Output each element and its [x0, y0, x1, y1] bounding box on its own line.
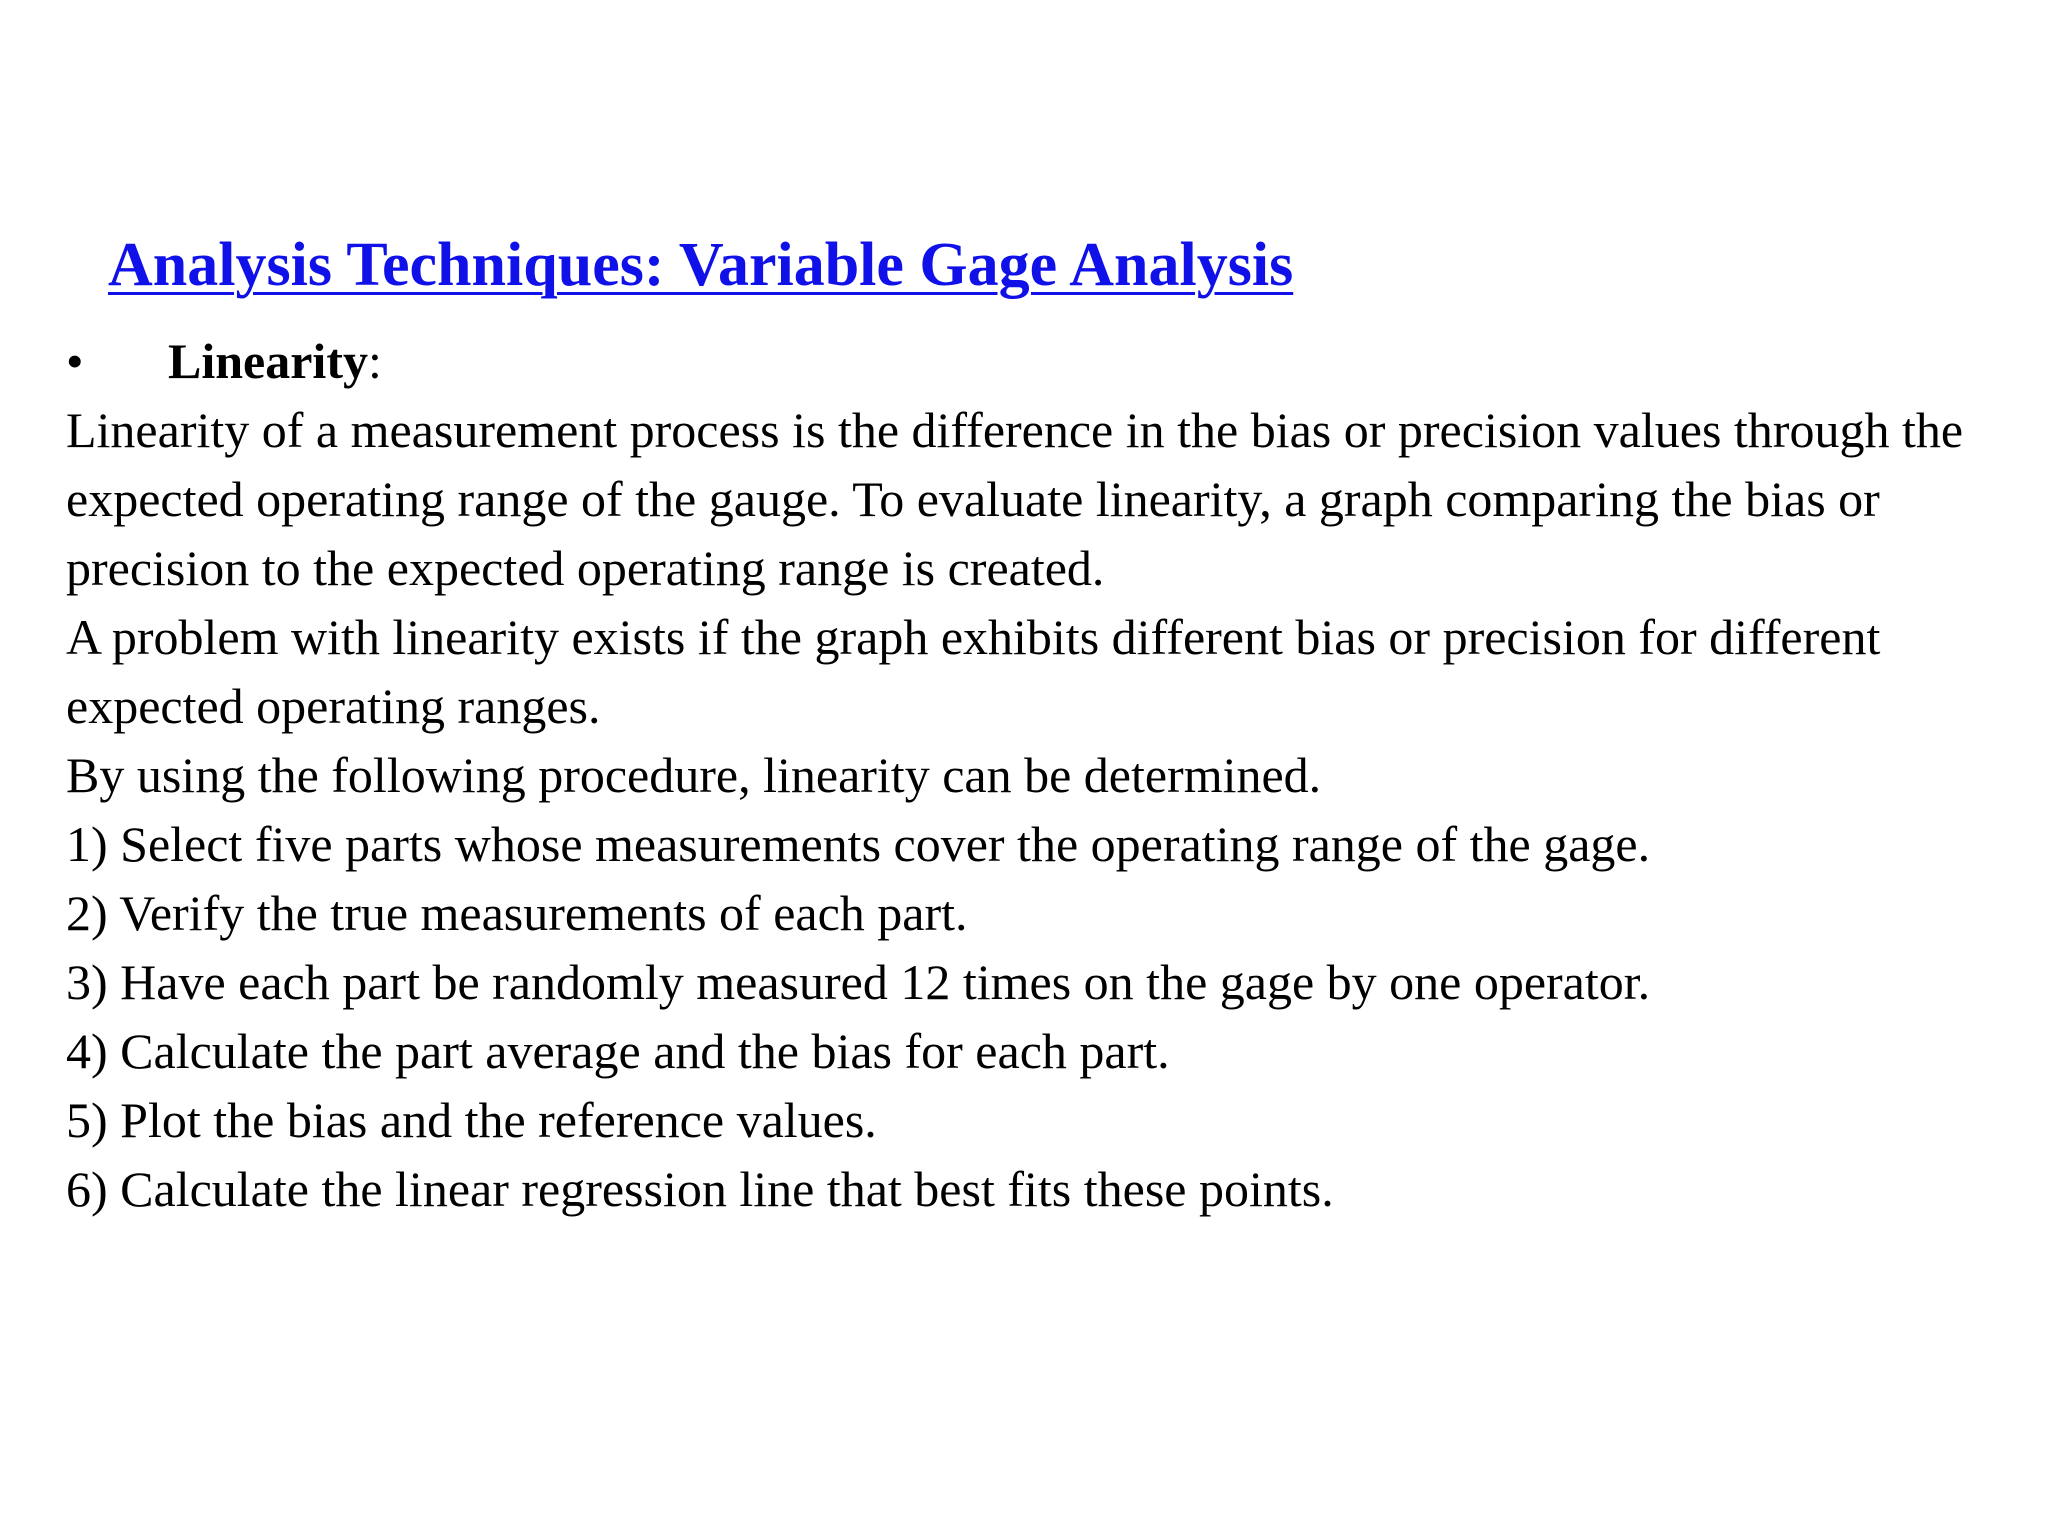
bullet-dot-icon: •: [66, 333, 84, 389]
slide-body: [66, 396, 2026, 1224]
step-number: 6): [66, 1161, 108, 1217]
procedure-step: [66, 810, 2026, 879]
step-text: Have each part be randomly measured 12 times on the gage by one operator.: [120, 954, 1651, 1010]
step-text: Calculate the part average and the bias for each part.: [120, 1023, 1170, 1079]
procedure-step: [66, 948, 2026, 1017]
bullet-heading: [66, 326, 382, 396]
step-text: Calculate the linear regression line that best fits these points.: [120, 1161, 1334, 1217]
step-number: 5): [66, 1092, 108, 1148]
procedure-step: [66, 1155, 2026, 1224]
step-number: 1): [66, 816, 108, 872]
bullet-term: Linearity: [168, 333, 368, 389]
bullet-suffix: :: [367, 333, 382, 389]
paragraph-problem: A problem with linearity exists if the graph exhibits different bias or precision for different expected operating ranges.: [66, 609, 1881, 734]
step-text: Verify the true measurements of each part.: [119, 885, 968, 941]
paragraph-procedure-intro: By using the following procedure, linearity can be determined.: [66, 747, 1322, 803]
procedure-steps: [66, 810, 2026, 1224]
step-text: Plot the bias and the reference values.: [120, 1092, 877, 1148]
procedure-step: [66, 879, 2026, 948]
step-number: 2): [66, 885, 108, 941]
procedure-step: [66, 1086, 2026, 1155]
paragraph-definition: Linearity of a measurement process is the difference in the bias or precision values through the expected operating range of the gauge. To evaluate linearity, a graph comparing the bias or precision to the expected operating range is created.: [66, 402, 1964, 596]
step-text: Select five parts whose measurements cover the operating range of the gage.: [120, 816, 1651, 872]
slide-title: Analysis Techniques: Variable Gage Analysis: [108, 231, 1294, 299]
procedure-step: [66, 1017, 2026, 1086]
step-number: 4): [66, 1023, 108, 1079]
step-number: 3): [66, 954, 108, 1010]
